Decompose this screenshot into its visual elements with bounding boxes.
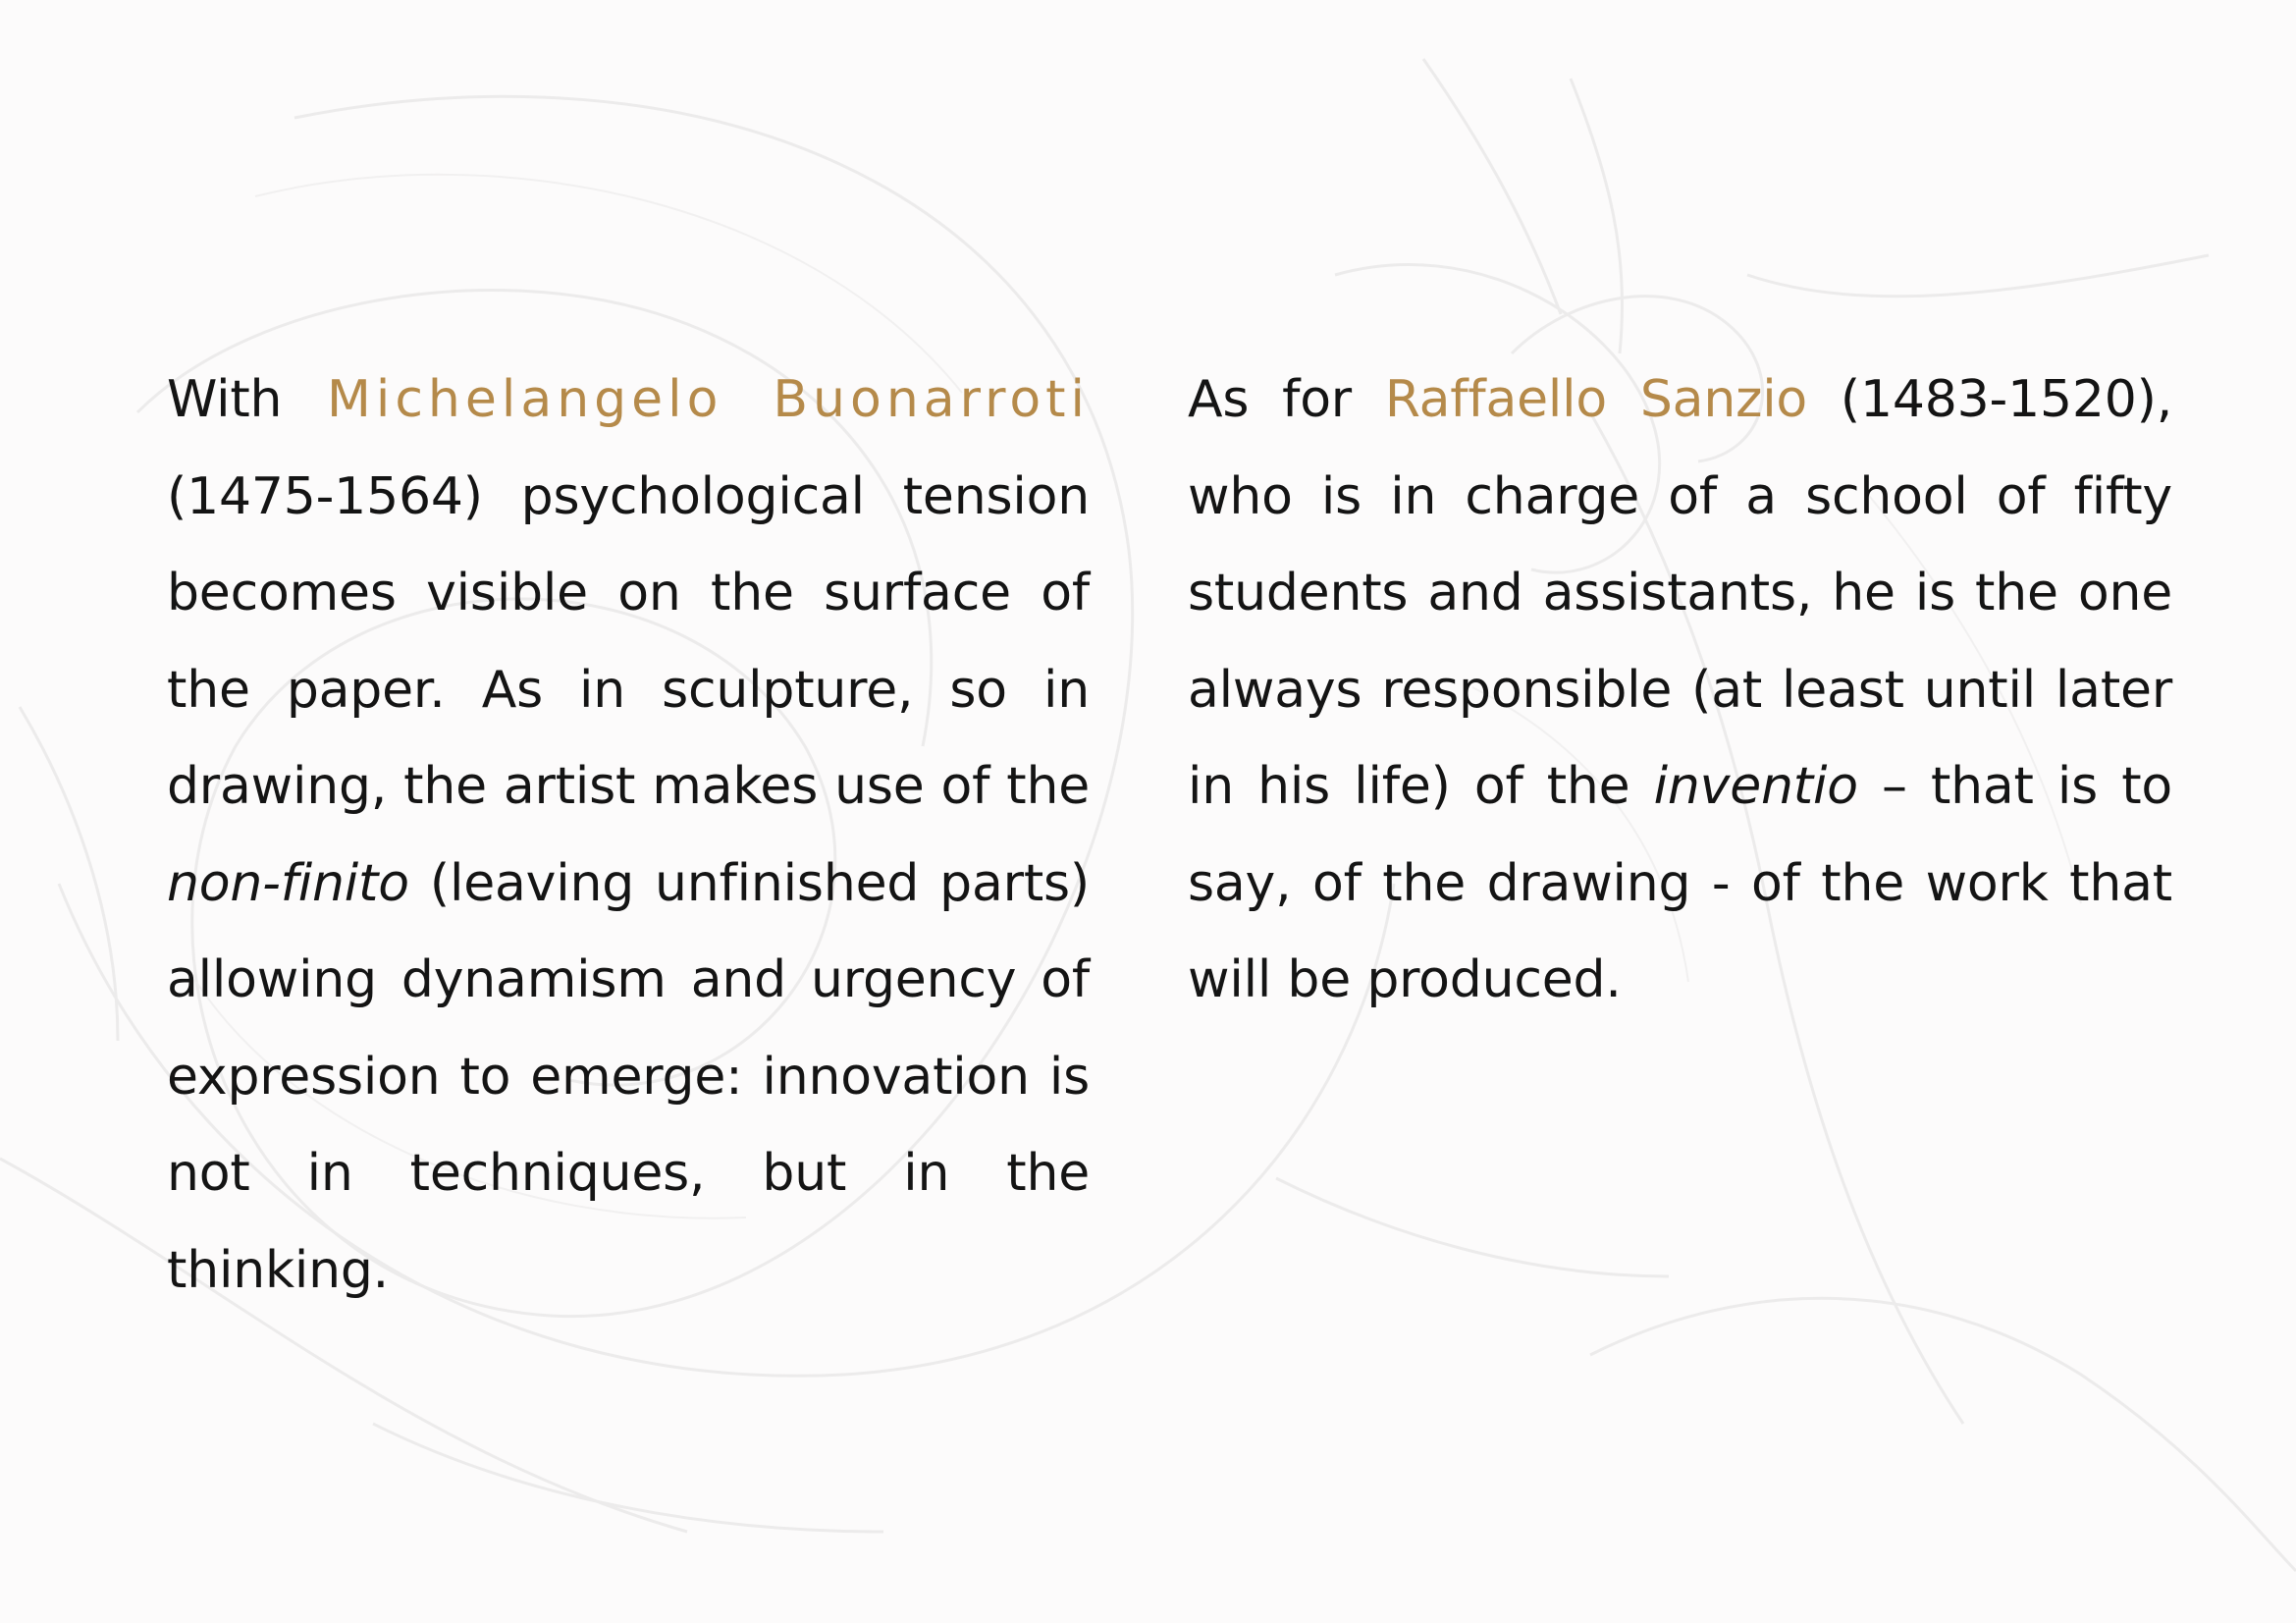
- left-body-text-2: (leaving unfinished parts) allowing dynamism and urgency of expression to emerge: innovation is not in techniques, but in the thinking.: [167, 853, 1090, 1300]
- left-lead-text: With: [167, 370, 328, 429]
- left-text-column: [167, 352, 1090, 1319]
- term-non-finito: non-finito: [167, 853, 409, 913]
- term-inventio: inventio: [1653, 757, 1858, 816]
- right-lead-text: As for: [1188, 370, 1385, 429]
- right-body-text-1: (1483-1520), who is in charge of a school of fifty students and assistants, he is the one always responsible (at least until later in his life) of the: [1188, 370, 2173, 816]
- artist-name-raffaello: Raffaello Sanzio: [1384, 370, 1808, 429]
- right-text-column: [1188, 352, 2172, 1029]
- right-body-text-2: – that is to say, of the drawing - of the work that will be produced.: [1188, 757, 2172, 1009]
- left-body-text-1: (1475-1564) psychological tension becomes visible on the surface of the paper. As in sculpture, so in drawing, the artist makes use of the: [167, 466, 1090, 816]
- artist-name-michelangelo: Michelangelo Buonarroti: [327, 370, 1090, 429]
